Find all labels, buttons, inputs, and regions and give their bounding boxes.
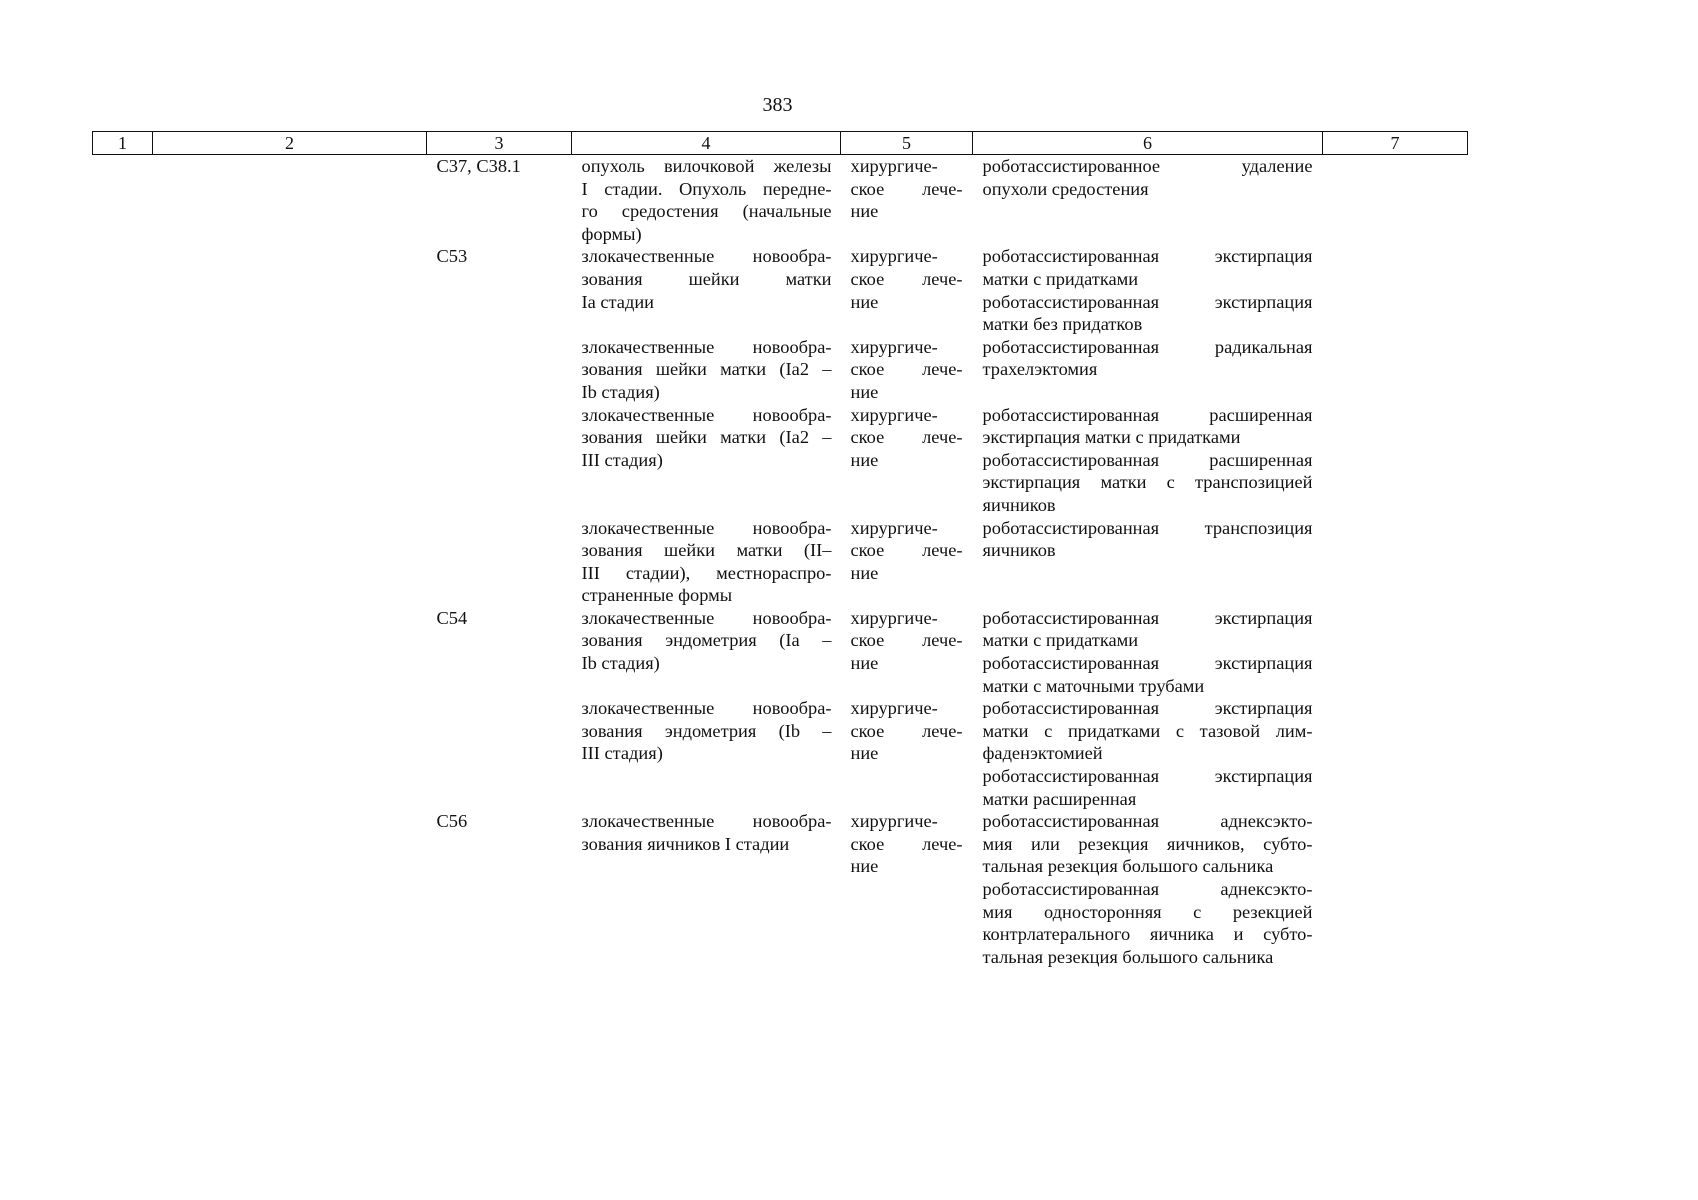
cell-col-2 xyxy=(153,517,427,607)
method-line: роботассистированная расширенная xyxy=(982,449,1313,470)
diagnosis-line: страненные формы xyxy=(581,585,733,606)
treatment-line: ние xyxy=(850,201,879,222)
treatment-line: ское лече- xyxy=(850,359,963,380)
method-line: матки с придатками xyxy=(982,268,1139,289)
diagnosis-line: злокачественные новообра- xyxy=(581,246,832,267)
method-line: контрлатерального яичника и субто- xyxy=(982,924,1313,945)
method-cell xyxy=(973,697,1323,810)
cell-col-7 xyxy=(1323,155,1468,246)
treatment-line: хирургиче- xyxy=(850,404,938,425)
method-item xyxy=(983,449,1313,517)
treatment-line: хирургиче- xyxy=(850,698,938,719)
treatment-line: ское лече- xyxy=(850,268,963,289)
cell-col-2 xyxy=(153,245,427,335)
treatment-line: ние xyxy=(850,381,879,402)
diagnosis-line: злокачественные новообра- xyxy=(581,336,832,357)
method-cell xyxy=(973,607,1323,697)
diagnosis-line: злокачественные новообра- xyxy=(581,517,832,538)
method-cell xyxy=(973,155,1323,246)
diagnosis-line: злокачественные новообра- xyxy=(581,404,832,425)
method-item xyxy=(983,652,1313,697)
column-header-4: 4 xyxy=(572,132,841,155)
treatment-line: хирургиче- xyxy=(850,607,938,628)
icd-code xyxy=(427,404,572,517)
icd-code xyxy=(427,336,572,404)
icd-code: C53 xyxy=(436,246,468,267)
method-item xyxy=(983,336,1313,381)
treatment-line: хирургиче- xyxy=(850,156,938,176)
treatment-cell xyxy=(841,404,973,517)
column-header-3: 3 xyxy=(427,132,572,155)
method-line: матки с маточными трубами xyxy=(982,675,1205,696)
diagnosis-line: зования шейки матки (II– xyxy=(581,540,832,561)
icd-code xyxy=(427,517,572,607)
method-line: экстирпация матки с придатками xyxy=(982,427,1241,448)
column-header-5: 5 xyxy=(841,132,973,155)
icd-code: C37, C38.1 xyxy=(436,156,521,176)
cell-col-7 xyxy=(1323,810,1468,968)
method-line: роботассистированная радикальная xyxy=(982,336,1313,357)
treatment-line: хирургиче- xyxy=(850,517,938,538)
cell-col-1 xyxy=(93,336,153,404)
treatment-line: ское лече- xyxy=(850,630,963,651)
treatment-line: хирургиче- xyxy=(850,336,938,357)
cell-col-1 xyxy=(93,697,153,810)
diagnosis-line: Ib стадия) xyxy=(581,653,660,674)
treatment-cell xyxy=(841,517,973,607)
cell-col-7 xyxy=(1323,697,1468,810)
treatment-line: ние xyxy=(850,562,879,583)
table-row xyxy=(93,517,1468,607)
cell-col-1 xyxy=(93,607,153,697)
method-line: роботассистированная аднексэкто- xyxy=(982,811,1313,832)
cell-col-1 xyxy=(93,155,153,246)
diagnosis-line: формы) xyxy=(581,223,642,244)
cell-col-7 xyxy=(1323,336,1468,404)
treatment-line: ние xyxy=(850,449,879,470)
diagnosis-line: злокачественные новообра- xyxy=(581,811,832,832)
treatment-line: ние xyxy=(850,291,879,312)
page-number: 383 xyxy=(762,94,793,116)
table-row xyxy=(93,155,1468,246)
diagnosis-line: зования эндометрия (Ib – xyxy=(581,720,832,741)
method-item xyxy=(983,810,1313,878)
method-cell xyxy=(973,404,1323,517)
column-header-1: 1 xyxy=(93,132,153,155)
method-line: тальная резекция большого сальника xyxy=(982,856,1274,877)
diagnosis-line: опухоль вилочковой железы xyxy=(581,156,832,176)
diagnosis-cell xyxy=(572,155,841,246)
treatment-line: ское лече- xyxy=(850,833,963,854)
cell-col-2 xyxy=(153,810,427,968)
table-row xyxy=(93,404,1468,517)
table-row xyxy=(93,607,1468,697)
method-line: матки с придатками с тазовой лим- xyxy=(982,720,1313,741)
cell-col-1 xyxy=(93,517,153,607)
method-line: экстирпация матки с транспозицией xyxy=(982,472,1313,493)
method-cell xyxy=(973,517,1323,607)
method-line: фаденэктомией xyxy=(982,743,1103,764)
cell-col-7 xyxy=(1323,607,1468,697)
cell-col-7 xyxy=(1323,517,1468,607)
icd-code: C54 xyxy=(436,607,468,628)
method-cell xyxy=(973,245,1323,335)
method-line: роботассистированная экстирпация xyxy=(982,246,1313,267)
diagnosis-line: зования шейки матки xyxy=(581,268,832,289)
method-item xyxy=(983,404,1313,449)
method-line: мия односторонняя с резекцией xyxy=(982,901,1313,922)
document-table xyxy=(92,131,1468,968)
diagnosis-line: зования эндометрия (Ia – xyxy=(581,630,832,651)
method-line: роботассистированная экстирпация xyxy=(982,698,1313,719)
table-header-row xyxy=(93,132,1468,155)
cell-col-2 xyxy=(153,607,427,697)
method-item xyxy=(983,878,1313,968)
method-line: яичников xyxy=(982,494,1056,515)
treatment-cell xyxy=(841,336,973,404)
diagnosis-line: зования яичников I стадии xyxy=(581,833,790,854)
diagnosis-line: злокачественные новообра- xyxy=(581,698,832,719)
treatment-line: хирургиче- xyxy=(850,246,938,267)
treatment-cell xyxy=(841,155,973,246)
method-line: роботассистированная расширенная xyxy=(982,404,1313,425)
diagnosis-line: зования шейки матки (Ia2 – xyxy=(581,427,832,448)
diagnosis-line: злокачественные новообра- xyxy=(581,607,832,628)
diagnosis-line: го средостения (начальные xyxy=(581,201,832,222)
method-line: роботассистированная экстирпация xyxy=(982,766,1313,787)
icd-code xyxy=(427,697,572,810)
method-cell xyxy=(973,336,1323,404)
diagnosis-cell xyxy=(572,404,841,517)
table-row xyxy=(93,810,1468,968)
diagnosis-cell xyxy=(572,245,841,335)
method-line: опухоли средостения xyxy=(982,178,1149,199)
cell-col-7 xyxy=(1323,245,1468,335)
table-row xyxy=(93,336,1468,404)
method-line: роботассистированное удаление xyxy=(982,156,1313,176)
diagnosis-line: Ib стадия) xyxy=(581,381,660,402)
table-row xyxy=(93,245,1468,335)
diagnosis-cell xyxy=(572,697,841,810)
treatment-line: ние xyxy=(850,743,879,764)
treatment-cell xyxy=(841,697,973,810)
treatment-line: ское лече- xyxy=(850,720,963,741)
treatment-line: хирургиче- xyxy=(850,811,938,832)
method-line: матки с придатками xyxy=(982,630,1139,651)
diagnosis-cell xyxy=(572,810,841,968)
diagnosis-line: I стадии. Опухоль передне- xyxy=(581,178,832,199)
diagnosis-cell xyxy=(572,517,841,607)
cell-col-1 xyxy=(93,810,153,968)
cell-col-2 xyxy=(153,336,427,404)
column-header-2: 2 xyxy=(153,132,427,155)
cell-col-2 xyxy=(153,155,427,246)
treatment-line: ское лече- xyxy=(850,427,963,448)
diagnosis-line: зования шейки матки (Ia2 – xyxy=(581,359,832,380)
method-line: мия или резекция яичников, субто- xyxy=(982,833,1313,854)
treatment-cell xyxy=(841,810,973,968)
diagnosis-cell xyxy=(572,607,841,697)
diagnosis-line: III стадии), местнораспро- xyxy=(581,562,832,583)
method-item xyxy=(983,765,1313,810)
method-line: яичников xyxy=(982,540,1056,561)
diagnosis-line: III стадия) xyxy=(581,743,663,764)
diagnosis-line: Ia стадии xyxy=(581,291,655,312)
treatment-line: ние xyxy=(850,856,879,877)
method-item xyxy=(983,607,1313,652)
cell-col-1 xyxy=(93,245,153,335)
method-line: роботассистированная экстирпация xyxy=(982,653,1313,674)
diagnosis-line: III стадия) xyxy=(581,449,663,470)
icd-code: C56 xyxy=(436,811,468,832)
treatment-line: ское лече- xyxy=(850,178,963,199)
column-header-7: 7 xyxy=(1323,132,1468,155)
method-line: роботассистированная экстирпация xyxy=(982,291,1313,312)
method-line: роботассистированная аднексэкто- xyxy=(982,879,1313,899)
treatment-line: ское лече- xyxy=(850,540,963,561)
column-header-6: 6 xyxy=(973,132,1323,155)
method-line: матки расширенная xyxy=(982,788,1137,809)
treatment-cell xyxy=(841,607,973,697)
method-cell xyxy=(973,810,1323,968)
cell-col-7 xyxy=(1323,404,1468,517)
diagnosis-cell xyxy=(572,336,841,404)
cell-col-2 xyxy=(153,404,427,517)
table-body xyxy=(93,155,1468,969)
method-item xyxy=(983,245,1313,290)
method-item xyxy=(983,291,1313,336)
treatment-cell xyxy=(841,245,973,335)
cell-col-2 xyxy=(153,697,427,810)
cell-col-1 xyxy=(93,404,153,517)
method-line: матки без придатков xyxy=(982,314,1143,335)
treatment-line: ние xyxy=(850,653,879,674)
method-line: роботассистированная экстирпация xyxy=(982,607,1313,628)
method-line: роботассистированная транспозиция xyxy=(982,517,1313,538)
method-line: трахелэктомия xyxy=(982,359,1098,380)
method-item xyxy=(983,517,1313,562)
method-item xyxy=(983,697,1313,765)
table-row xyxy=(93,697,1468,810)
method-line: тальная резекция большого сальника xyxy=(982,946,1274,967)
method-item xyxy=(983,155,1313,200)
